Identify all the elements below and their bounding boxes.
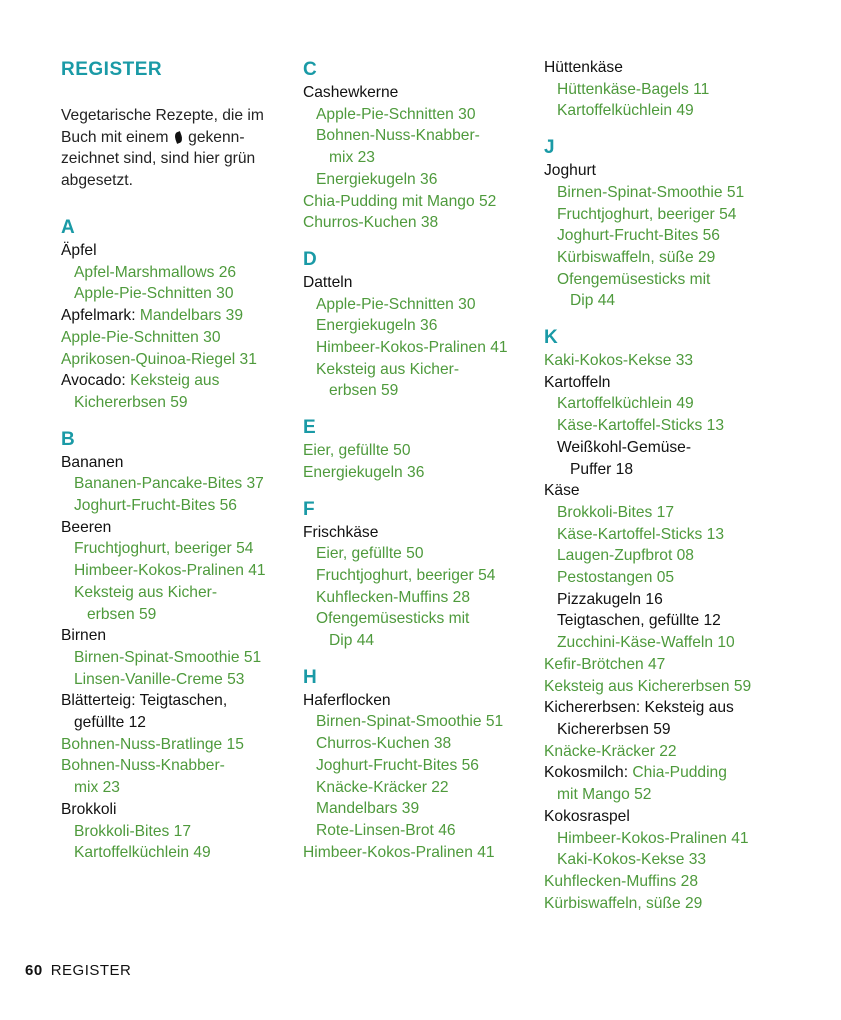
index-entry: Ofengemüsesticks mit	[316, 610, 470, 628]
index-entry: Hüttenkäse-Bagels 11	[557, 80, 710, 98]
index-entry: Kartoffelküchlein 49	[557, 395, 694, 413]
index-letter-heading: C	[303, 59, 317, 80]
index-entry: Kokosraspel	[544, 807, 630, 825]
index-entry	[544, 762, 814, 784]
index-entry-reference: Keksteig aus	[130, 372, 220, 390]
index-entry: Eier, gefüllte 50	[303, 442, 411, 460]
index-entry: Kuhflecken-Muffins 28	[544, 872, 699, 890]
index-letter-heading: K	[544, 327, 558, 349]
index-entry: Apfel-Marshmallows 26	[74, 263, 237, 281]
index-entry: Datteln	[303, 273, 353, 291]
index-entry: Kaki-Kokos-Kekse 33	[557, 851, 707, 869]
index-entry: erbsen 59	[329, 382, 399, 400]
index-entry: Aprikosen-Quinoa-Riegel 31	[61, 350, 257, 368]
index-entry: Käse-Kartoffel-Sticks 13	[557, 417, 724, 435]
index-entry: Bohnen-Nuss-Knabber-	[316, 127, 480, 145]
index-entry: Brokkoli	[61, 800, 117, 818]
index-entry: Apple-Pie-Schnitten 30	[316, 295, 476, 313]
index-letter-heading: F	[303, 498, 315, 520]
index-entry: Bananen	[61, 453, 124, 471]
index-entry: Himbeer-Kokos-Pralinen 41	[74, 562, 266, 580]
index-entry: Kuhflecken-Muffins 28	[316, 588, 471, 606]
index-column-3	[544, 57, 814, 914]
index-entry: Käse	[544, 482, 580, 500]
index-entry: Kürbiswaffeln, süße 29	[557, 248, 716, 266]
index-entry: Keksteig aus Kichererbsen 59	[544, 677, 752, 695]
index-entry: Linsen-Vanille-Creme 53	[74, 670, 245, 688]
index-entry: Keksteig aus Kicher-	[74, 583, 218, 601]
index-entry: Blätterteig: Teigtaschen,	[61, 692, 228, 710]
leaf-icon	[173, 131, 183, 144]
index-entry: Joghurt	[544, 162, 597, 180]
index-entry-term: Apfelmark:	[61, 307, 136, 325]
index-entry: Dip 44	[570, 292, 616, 310]
index-entry: Himbeer-Kokos-Pralinen 41	[557, 829, 749, 847]
index-entry: Knäcke-Kräcker 22	[316, 778, 449, 796]
index-entry: Birnen-Spinat-Smoothie 51	[557, 183, 745, 201]
index-entry: mix 23	[329, 149, 375, 167]
index-letter-heading: H	[303, 666, 317, 688]
index-entry: Joghurt-Frucht-Bites 56	[557, 227, 720, 245]
footer-section: REGISTER	[50, 962, 132, 979]
index-entry: Pestostangen 05	[557, 569, 675, 587]
index-entry-reference: Mandelbars 39	[139, 307, 244, 325]
index-entry: Weißkohl-Gemüse-	[557, 438, 692, 456]
intro-text-before: Vegetarische Rezepte, die im Buch mit einem	[61, 107, 264, 146]
index-entry-term: Kokosmilch:	[544, 764, 629, 782]
index-letter-heading: J	[544, 137, 555, 159]
page-number: 60	[25, 962, 43, 979]
index-entry: Apple-Pie-Schnitten 30	[74, 285, 234, 303]
index-entry: Bohnen-Nuss-Knabber-	[61, 757, 225, 775]
index-entry: Joghurt-Frucht-Bites 56	[316, 756, 479, 774]
index-entry: Churros-Kuchen 38	[303, 214, 439, 232]
index-entry: Fruchtjoghurt, beeriger 54	[557, 205, 737, 223]
index-entry: Birnen	[61, 627, 107, 645]
index-entry: Energiekugeln 36	[316, 317, 438, 335]
index-entry: Chia-Pudding mit Mango 52	[303, 192, 497, 210]
index-entry: Ofengemüsesticks mit	[557, 270, 711, 288]
index-entry: Kichererbsen 59	[557, 720, 671, 738]
index-entry: Kefir-Brötchen 47	[544, 655, 666, 673]
index-entry: Bohnen-Nuss-Bratlinge 15	[61, 735, 244, 753]
index-entry: Energiekugeln 36	[303, 463, 425, 481]
index-letter-heading: A	[61, 217, 75, 238]
index-entry: Mandelbars 39	[316, 800, 420, 818]
index-entry: Churros-Kuchen 38	[316, 735, 452, 753]
index-letter-heading: E	[303, 417, 316, 439]
index-entry: Beeren	[61, 518, 112, 536]
index-entry-term: Avocado:	[61, 372, 126, 390]
index-entry: Dip 44	[329, 632, 375, 650]
index-entry: Apple-Pie-Schnitten 30	[316, 105, 476, 123]
index-entry: Kaki-Kokos-Kekse 33	[544, 352, 694, 370]
index-entry: Fruchtjoghurt, beeriger 54	[316, 566, 496, 584]
index-entry: Joghurt-Frucht-Bites 56	[74, 497, 237, 515]
index-entry: Zucchini-Käse-Waffeln 10	[557, 634, 735, 652]
index-entry: Haferflocken	[303, 691, 391, 709]
index-entry: Kichererbsen: Keksteig aus	[544, 699, 734, 717]
index-entry: gefüllte 12	[74, 714, 146, 732]
index-entry: mix 23	[74, 779, 120, 797]
index-entry: Eier, gefüllte 50	[316, 545, 424, 563]
index-entry: Birnen-Spinat-Smoothie 51	[316, 713, 504, 731]
intro-text	[61, 105, 286, 192]
index-column-1	[61, 198, 286, 864]
index-entry: Brokkoli-Bites 17	[74, 822, 191, 840]
page-title: REGISTER	[61, 59, 163, 80]
intro-text-after: gekenn-zeichnet sind, sind hier grün abgesetzt.	[61, 128, 256, 190]
index-entry: Knäcke-Kräcker 22	[544, 742, 677, 760]
index-entry: Kürbiswaffeln, süße 29	[544, 894, 703, 912]
page-footer	[25, 962, 131, 979]
index-entry: Bananen-Pancake-Bites 37	[74, 475, 264, 493]
index-entry: Himbeer-Kokos-Pralinen 41	[303, 843, 495, 861]
index-entry: Fruchtjoghurt, beeriger 54	[74, 540, 254, 558]
index-entry: Keksteig aus Kicher-	[316, 360, 460, 378]
index-entry: mit Mango 52	[557, 786, 652, 804]
index-entry: Hüttenkäse	[544, 59, 623, 76]
index-entry: Äpfel	[61, 242, 97, 259]
index-entry: Kartoffelküchlein 49	[557, 102, 694, 120]
index-entry: Pizzakugeln 16	[557, 590, 663, 608]
index-entry: Laugen-Zupfbrot 08	[557, 547, 694, 565]
index-entry: Cashewkerne	[303, 84, 399, 101]
index-entry: Frischkäse	[303, 523, 379, 541]
index-entry: Himbeer-Kokos-Pralinen 41	[316, 339, 508, 357]
index-entry: Teigtaschen, gefüllte 12	[557, 612, 721, 630]
index-entry: Kartoffelküchlein 49	[74, 844, 211, 862]
index-letter-heading: D	[303, 248, 317, 270]
index-entry: erbsen 59	[87, 605, 157, 623]
index-entry: Kartoffeln	[544, 373, 611, 391]
index-entry: Rote-Linsen-Brot 46	[316, 821, 456, 839]
index-entry: Birnen-Spinat-Smoothie 51	[74, 648, 262, 666]
index-column-2	[303, 58, 533, 863]
index-entry: Kichererbsen 59	[74, 393, 188, 411]
index-entry: Puffer 18	[570, 460, 633, 478]
index-entry: Apple-Pie-Schnitten 30	[61, 328, 221, 346]
index-entry	[61, 370, 286, 392]
index-entry-reference: Chia-Pudding	[632, 764, 727, 782]
index-entry	[61, 305, 286, 327]
index-entry: Brokkoli-Bites 17	[557, 503, 674, 521]
index-entry: Käse-Kartoffel-Sticks 13	[557, 525, 724, 543]
index-entry: Energiekugeln 36	[316, 170, 438, 188]
index-letter-heading: B	[61, 428, 75, 450]
